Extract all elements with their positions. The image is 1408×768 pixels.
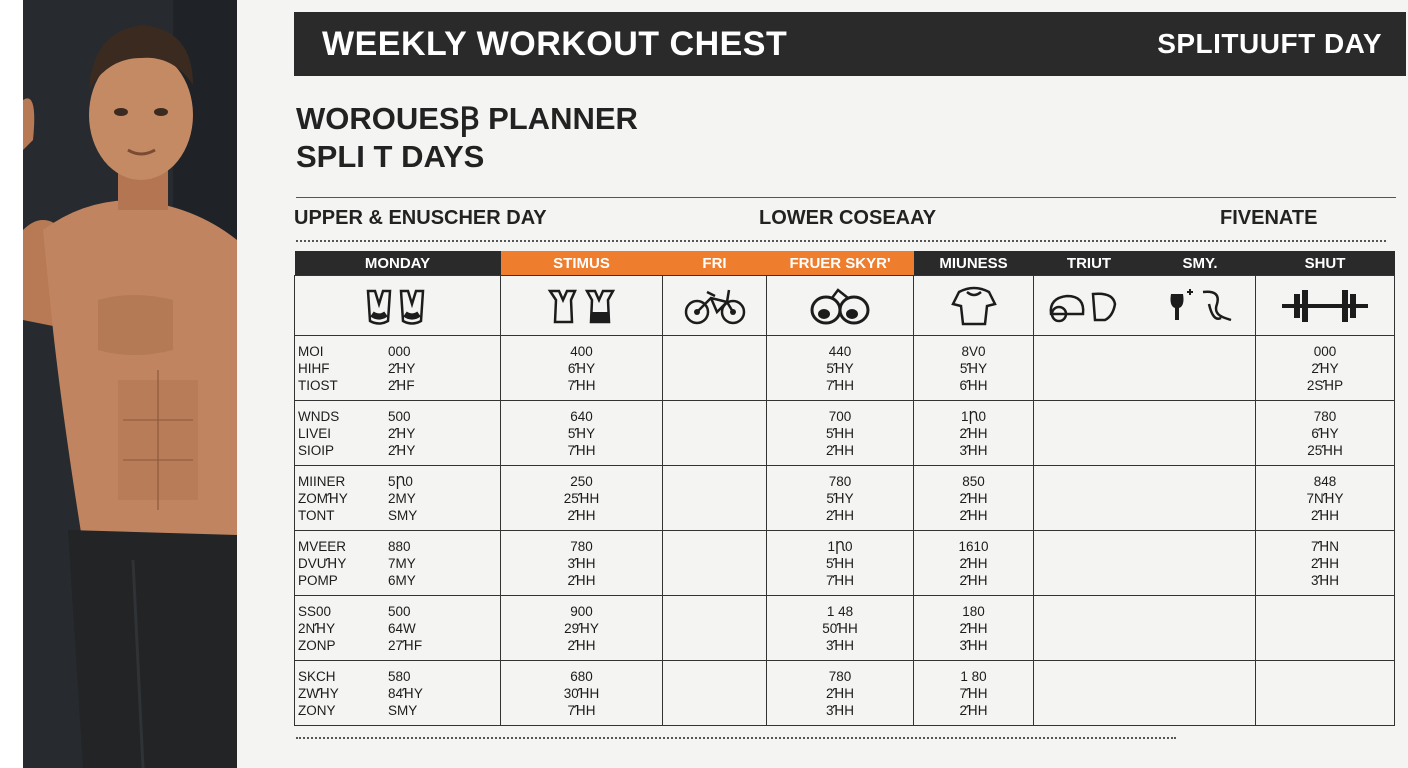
fri-cell bbox=[663, 661, 767, 726]
cell-value: 180 bbox=[962, 603, 985, 619]
monday-cell bbox=[295, 661, 501, 726]
fruer-cell bbox=[767, 401, 914, 466]
exercise-value: 5Ꞃ0 bbox=[388, 473, 413, 489]
cell-value: 780 bbox=[1313, 408, 1337, 424]
exercise-value: 000 bbox=[388, 343, 411, 359]
exercise-value: SMY bbox=[388, 702, 418, 718]
exercise-label: ZWꞪY bbox=[298, 685, 339, 701]
cell-value: 25ꞪH bbox=[1307, 442, 1343, 458]
cell-value: 7ꞪH bbox=[825, 377, 855, 393]
exercise-value: 500 bbox=[388, 408, 411, 424]
cell-value: 30ꞪH bbox=[563, 685, 600, 701]
cell-value: 7ꞪH bbox=[567, 442, 596, 458]
exercise-label: WNDS bbox=[298, 408, 340, 424]
exercise-label: MVEER bbox=[298, 538, 347, 554]
cell-value: 2ꞪH bbox=[959, 702, 988, 718]
monday-cell bbox=[295, 596, 501, 661]
workout-table bbox=[294, 251, 1395, 726]
exercise-value: 880 bbox=[388, 538, 411, 554]
exercise-value: SMY bbox=[388, 507, 418, 523]
cell-value: 780 bbox=[828, 668, 852, 684]
cell-value: 700 bbox=[828, 408, 852, 424]
subtitle-line-1: WOROUESꞴ PLANNER bbox=[296, 101, 638, 136]
cell-value: 250 bbox=[570, 473, 593, 489]
miuness-cell bbox=[914, 336, 1034, 401]
fruer-cell bbox=[767, 596, 914, 661]
exercise-label: SS00 bbox=[298, 603, 332, 619]
stimus-cell bbox=[501, 531, 663, 596]
cell-value: 2ꞪH bbox=[1310, 555, 1340, 571]
cell-value: 440 bbox=[828, 343, 852, 359]
cell-value: 780 bbox=[828, 473, 852, 489]
fruer-cell bbox=[767, 336, 914, 401]
stimus-cell bbox=[501, 661, 663, 726]
cell-value: 6ꞪY bbox=[1311, 425, 1339, 441]
cell-value: 2ꞪH bbox=[959, 620, 988, 636]
tank-top-icon bbox=[501, 276, 663, 336]
cell-value: 50ꞪH bbox=[822, 620, 858, 636]
miuness-cell bbox=[914, 531, 1034, 596]
fruer-cell bbox=[767, 661, 914, 726]
fri-cell bbox=[663, 466, 767, 531]
muscle-top-icon bbox=[295, 276, 501, 336]
table-row bbox=[295, 336, 1395, 401]
miuness-cell bbox=[914, 401, 1034, 466]
cell-value: 900 bbox=[570, 603, 593, 619]
cell-value: 7ꞪH bbox=[567, 377, 596, 393]
cell-value: 7ꞪN bbox=[1310, 538, 1340, 554]
cell-value: 3ꞪH bbox=[959, 442, 988, 458]
subtitle-line-2: SPLI T DAYS bbox=[296, 139, 485, 174]
cell-value: 400 bbox=[570, 343, 593, 359]
athlete-illustration bbox=[23, 0, 237, 768]
exercise-label: TONT bbox=[298, 507, 335, 523]
cell-value: 2ꞪY bbox=[1311, 360, 1339, 376]
dotted-divider-top bbox=[296, 240, 1386, 242]
cell-value: 3ꞪH bbox=[1310, 572, 1340, 588]
cell-value: 3ꞪH bbox=[567, 555, 596, 571]
cell-value: 1Ꞃ0 bbox=[961, 408, 986, 424]
cell-value: 8V0 bbox=[961, 343, 986, 359]
cell-value: 7ꞪH bbox=[825, 572, 855, 588]
exercise-value: 2MY bbox=[388, 490, 416, 506]
exercise-label: SKCH bbox=[298, 668, 336, 684]
exercise-label: DVUꞪY bbox=[298, 555, 347, 571]
exercise-value: 64W bbox=[388, 620, 416, 636]
miuness-cell bbox=[914, 596, 1034, 661]
monday-cell bbox=[295, 336, 501, 401]
exercise-label: ZONP bbox=[298, 637, 336, 653]
cell-value: 2ꞪH bbox=[567, 637, 596, 653]
cell-value: 5ꞪY bbox=[959, 360, 988, 376]
exercise-value: 6MY bbox=[388, 572, 416, 588]
cell-value: 5ꞪY bbox=[826, 490, 854, 506]
table-row bbox=[295, 596, 1395, 661]
cell-value: 5ꞪH bbox=[825, 555, 855, 571]
stimus-cell bbox=[501, 466, 663, 531]
icon-row bbox=[295, 276, 1395, 336]
exercise-label: ZONY bbox=[298, 702, 336, 718]
barbell-icon bbox=[1256, 276, 1395, 336]
cell-value: 780 bbox=[570, 538, 593, 554]
cell-value: 7ꞪH bbox=[567, 702, 596, 718]
exercise-value: 580 bbox=[388, 668, 411, 684]
cell-value: 3ꞪH bbox=[825, 637, 855, 653]
cell-value: 2SꞪP bbox=[1306, 377, 1344, 393]
triut-cell bbox=[1034, 531, 1256, 596]
exercise-value: 27ꞪF bbox=[388, 637, 423, 653]
stimus-cell bbox=[501, 596, 663, 661]
cell-value: 25ꞪH bbox=[563, 490, 600, 506]
cell-value: 1 48 bbox=[826, 603, 854, 619]
column-header-smy: SMY. bbox=[1145, 251, 1256, 276]
cell-value: 2ꞪH bbox=[825, 507, 855, 523]
divider-line bbox=[296, 197, 1396, 198]
shut-cell bbox=[1256, 531, 1395, 596]
cell-value: 3ꞪH bbox=[959, 637, 988, 653]
cell-value: 850 bbox=[962, 473, 985, 489]
table-header-row bbox=[295, 251, 1395, 276]
cell-value: 640 bbox=[570, 408, 593, 424]
cell-value: 1 80 bbox=[960, 668, 987, 684]
cell-value: 2ꞪH bbox=[959, 572, 988, 588]
section-label-lower: LOWER COSEAAY bbox=[759, 207, 937, 229]
fri-cell bbox=[663, 336, 767, 401]
cell-value: 2ꞪH bbox=[959, 490, 988, 506]
cell-value: 848 bbox=[1313, 473, 1337, 489]
shut-cell bbox=[1256, 401, 1395, 466]
exercise-label: MOI bbox=[298, 343, 324, 359]
monday-cell bbox=[295, 401, 501, 466]
exercise-value: 84ꞪY bbox=[388, 685, 423, 701]
cell-value: 1610 bbox=[958, 538, 989, 554]
cell-value: 1Ꞃ0 bbox=[827, 538, 853, 554]
shut-cell bbox=[1256, 466, 1395, 531]
cell-value: 5ꞪY bbox=[567, 425, 596, 441]
triut-cell bbox=[1034, 596, 1256, 661]
shut-cell bbox=[1256, 596, 1395, 661]
exercise-value: 2ꞪY bbox=[388, 442, 416, 458]
stimus-cell bbox=[501, 401, 663, 466]
triut-cell bbox=[1034, 401, 1256, 466]
cell-value: 2ꞪH bbox=[825, 442, 855, 458]
table-row bbox=[295, 531, 1395, 596]
column-header-shut: SHUT bbox=[1256, 251, 1395, 276]
exercise-value: 2ꞪF bbox=[388, 377, 415, 393]
torso-shirt-icon bbox=[914, 276, 1034, 336]
monday-cell bbox=[295, 466, 501, 531]
miuness-cell bbox=[914, 466, 1034, 531]
section-label-fivenate: FIVENATE bbox=[1220, 207, 1318, 229]
header-right-label: SPLITUUFT DAY bbox=[1157, 28, 1382, 59]
cell-value: 5ꞪH bbox=[825, 425, 855, 441]
triut-cell bbox=[1034, 336, 1256, 401]
triut-cell bbox=[1034, 466, 1256, 531]
cell-value: 29ꞪY bbox=[564, 620, 599, 636]
exercise-label: TIOST bbox=[298, 377, 338, 393]
fruer-cell bbox=[767, 531, 914, 596]
cell-value: 2ꞪH bbox=[959, 555, 988, 571]
dotted-divider-bottom bbox=[296, 737, 1176, 739]
exercise-label: POMP bbox=[298, 572, 338, 588]
exercise-value: 2ꞪY bbox=[388, 360, 416, 376]
column-header-fri: FRI bbox=[663, 251, 767, 276]
section-label-upper: UPPER & ENUSCHER DAY bbox=[294, 207, 547, 229]
exercise-value: 2ꞪY bbox=[388, 425, 416, 441]
exercise-label: MIINER bbox=[298, 473, 346, 489]
table-row bbox=[295, 661, 1395, 726]
fruer-cell bbox=[767, 466, 914, 531]
miuness-cell bbox=[914, 661, 1034, 726]
cell-value: 6ꞪH bbox=[959, 377, 988, 393]
cell-value: 2ꞪH bbox=[1310, 507, 1340, 523]
header-title: WEEKLY WORKOUT CHEST bbox=[322, 24, 788, 63]
fri-cell bbox=[663, 531, 767, 596]
cell-value: 7ꞪH bbox=[959, 685, 988, 701]
exercise-label: HIHF bbox=[298, 360, 330, 376]
column-header-miuness: MIUNESS bbox=[914, 251, 1034, 276]
cell-value: 2ꞪH bbox=[567, 507, 596, 523]
header-bar bbox=[294, 12, 1406, 76]
cell-value: 7NꞪY bbox=[1306, 490, 1344, 506]
column-header-stimus: STIMUS bbox=[501, 251, 663, 276]
exercise-label: SIOIP bbox=[298, 442, 335, 458]
stimus-cell bbox=[501, 336, 663, 401]
exercise-label: ZOMꞪY bbox=[298, 490, 348, 506]
athlete-photo bbox=[0, 0, 237, 768]
planner-subtitle bbox=[296, 100, 638, 176]
exercise-label: 2NꞪY bbox=[298, 620, 336, 636]
shut-cell bbox=[1256, 661, 1395, 726]
cell-value: 3ꞪH bbox=[825, 702, 855, 718]
triut-cell bbox=[1034, 661, 1256, 726]
cell-value: 6ꞪY bbox=[567, 360, 596, 376]
bicycle-icon bbox=[663, 276, 767, 336]
table-row bbox=[295, 401, 1395, 466]
cell-value: 000 bbox=[1313, 343, 1337, 359]
section-labels bbox=[294, 207, 1386, 233]
cell-value: 5ꞪY bbox=[826, 360, 854, 376]
monday-cell bbox=[295, 531, 501, 596]
exercise-label: LIVEI bbox=[298, 425, 332, 441]
cell-value: 680 bbox=[570, 668, 593, 684]
boxing-gloves-icon bbox=[767, 276, 914, 336]
exercise-value: 500 bbox=[388, 603, 411, 619]
exercise-value: 7MY bbox=[388, 555, 416, 571]
weight-plates-icon bbox=[1034, 276, 1256, 336]
fri-cell bbox=[663, 596, 767, 661]
cell-value: 2ꞪH bbox=[825, 685, 855, 701]
cell-value: 2ꞪH bbox=[959, 425, 988, 441]
fri-cell bbox=[663, 401, 767, 466]
cell-value: 2ꞪH bbox=[959, 507, 988, 523]
column-header-fruer: FRUER SKYR' bbox=[767, 251, 914, 276]
cell-value: 2ꞪH bbox=[567, 572, 596, 588]
column-header-monday: MONDAY bbox=[295, 251, 501, 276]
column-header-triut: TRIUT bbox=[1034, 251, 1145, 276]
shut-cell bbox=[1256, 336, 1395, 401]
table-row bbox=[295, 466, 1395, 531]
